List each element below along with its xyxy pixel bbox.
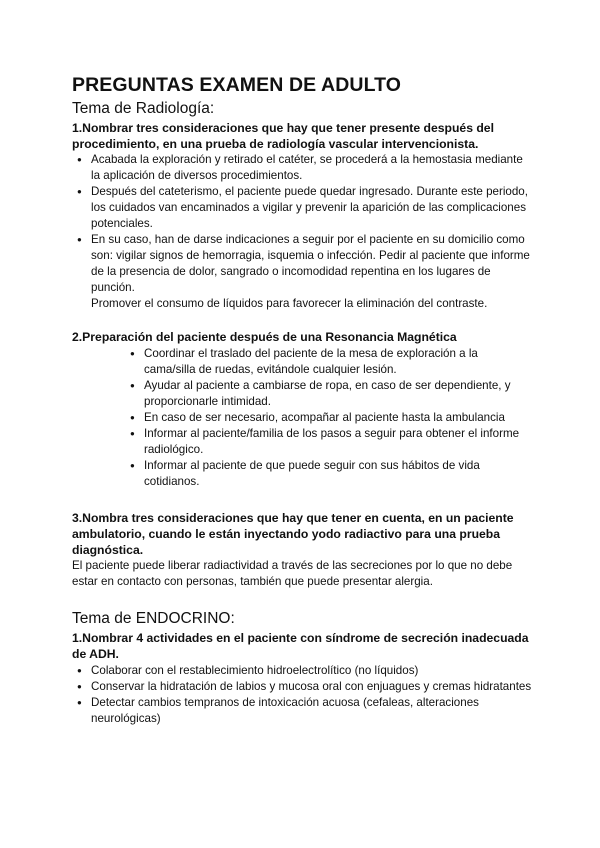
list-item: ● Informar al paciente/familia de los pasos a seguir para obtener el informe radiológico. (144, 426, 532, 458)
document-title: PREGUNTAS EXAMEN DE ADULTO (72, 74, 402, 96)
list-item: ● Informar al paciente de que puede seguir con sus hábitos de vida cotidianos. (144, 458, 532, 490)
list-item: ● En caso de ser necesario, acompañar al paciente hasta la ambulancia (144, 410, 532, 426)
answer-list-radiologia-2 (144, 346, 532, 490)
question-radiologia-2: 2.Preparación del paciente después de una Resonancia Magnética (72, 330, 457, 345)
list-item: ● Acabada la exploración y retirado el catéter, se procederá a la hemostasia mediante la aplicación de diversos procedimientos. (91, 152, 532, 184)
list-item-text: ● En su caso, han de darse indicaciones a seguir por el paciente en su domicilio como son: vigilar signos de hemorragia, isquemia o infección. Pedir al paciente que informe de la presencia de dolor, sangrado o incomodidad repentina en los lugares de punción. (91, 233, 530, 295)
list-item: ● Después del cateterismo, el paciente puede quedar ingresado. Durante este periodo, los cuidados van encaminados a vigilar y prevenir la aparición de las complicaciones potenciales. (91, 184, 532, 232)
question-radiologia-1: 1.Nombrar tres consideraciones que hay que tener presente después del procedimiento, en una prueba de radiología vascular intervencionista. (72, 121, 494, 152)
list-item: ● Colaborar con el restablecimiento hidroelectrolítico (no líquidos) (91, 663, 532, 679)
list-item (91, 232, 532, 312)
answer-radiologia-3: El paciente puede liberar radiactividad a través de las secreciones por lo que no debe estar en contacto con personas, también que puede presentar alergia. (72, 559, 513, 589)
answer-list-endocrino-1 (91, 663, 532, 727)
list-item-continuation: Promover el consumo de líquidos para favorecer la eliminación del contraste. (91, 297, 488, 311)
list-item: ● Coordinar el traslado del paciente de la mesa de exploración a la cama/silla de ruedas, evitándole cualquier lesión. (144, 346, 532, 378)
section-heading-endocrino: Tema de ENDOCRINO: (72, 610, 235, 628)
question-radiologia-3: 3.Nombra tres consideraciones que hay que tener en cuenta, en un paciente ambulatorio, cuando le están inyectando yodo radiactivo para una prueba diagnóstica. (72, 510, 514, 558)
list-item: ● Conservar la hidratación de labios y mucosa oral con enjuagues y cremas hidratantes (91, 679, 532, 695)
answer-list-radiologia-1 (91, 152, 532, 312)
list-item: ● Ayudar al paciente a cambiarse de ropa, en caso de ser dependiente, y proporcionarle intimidad. (144, 378, 532, 410)
question-endocrino-1: 1.Nombrar 4 actividades en el paciente con síndrome de secreción inadecuada de ADH. (72, 631, 529, 662)
section-heading-radiologia: Tema de Radiología: (72, 100, 215, 117)
document-page (72, 74, 532, 727)
list-item: ● Detectar cambios tempranos de intoxicación acuosa (cefaleas, alteraciones neurológicas) (91, 695, 532, 727)
